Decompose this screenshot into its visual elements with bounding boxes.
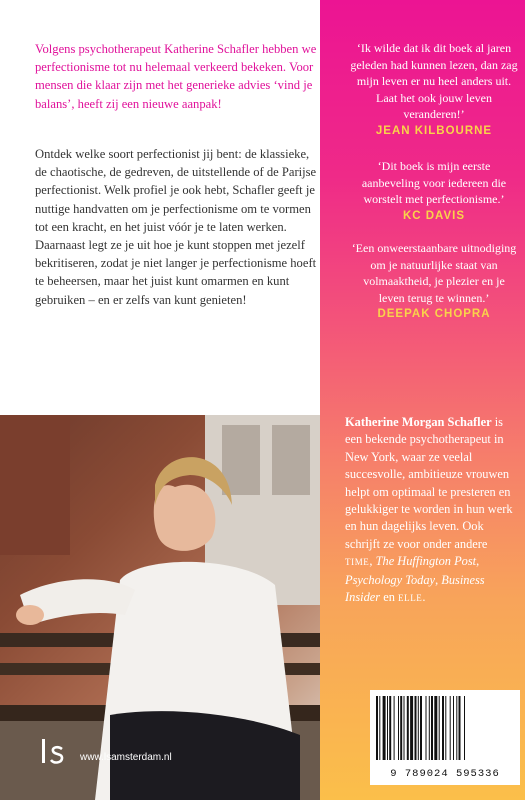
author-bio (345, 414, 515, 607)
hand (16, 605, 44, 625)
quote-author: JEAN KILBOURNE (375, 124, 493, 137)
barcode-bar (429, 696, 430, 760)
publication-time: TIME (345, 557, 370, 568)
face (154, 485, 216, 551)
quote-text: ‘Dit boek is mijn eerste aanbeveling voor iedereen die worstelt met perfectionisme.’ (361, 159, 507, 206)
publication-psychology-today: Psychology Today (345, 572, 436, 587)
quote-text: ‘Een onweerstaanbare uitnodiging om je natuurlijke staat van volmaaktheid, je plezier en je leven terug te winnen.’ (351, 241, 517, 305)
quote-2 (350, 158, 518, 222)
brick-wall (0, 415, 70, 555)
barcode-bar (389, 696, 391, 760)
publication-elle: ELLE (398, 593, 423, 604)
separator: , (369, 554, 376, 569)
barcode-bar (400, 696, 402, 760)
barcode-bar (442, 696, 444, 760)
barcode-bar (387, 696, 388, 760)
separator: , (476, 554, 480, 569)
author-name: Katherine Morgan Schafler (345, 415, 492, 429)
barcode-bar (394, 696, 395, 760)
barcode-bar (379, 696, 380, 760)
quote-author: DEEPAK CHOPRA (377, 308, 491, 320)
publication-business-insider: Business Insider (345, 572, 485, 605)
barcode-bar (453, 696, 454, 760)
barcode-bar (450, 696, 451, 760)
barcode-bar (459, 696, 461, 760)
quote-text: ‘Ik wilde dat ik dit boek al jaren geleden had kunnen lezen, dan zag mijn leven er nu heel anders uit. Laat het ook jouw leven veranderen!’ (350, 41, 518, 121)
barcode-bar (464, 696, 465, 760)
barcode-bar (439, 696, 440, 760)
quote-author: KC DAVIS (402, 209, 466, 222)
publisher-logo (40, 737, 70, 767)
separator: en (380, 590, 398, 605)
barcode-bar (445, 696, 446, 760)
back-cover-blurb (0, 0, 320, 415)
barcode-bar (431, 696, 433, 760)
barcode-bar (434, 696, 437, 760)
author-bio-text: is een bekende psychotherapeut in New York, waar ze veelal succesvolle, ambitieuze vrouwen helpt om optimaal te presteren en gelukkiger te worden in hun werk en hun dagelijks leven. Ook schrijft ze voor onder andere (345, 415, 513, 551)
barcode (370, 690, 520, 785)
quote-3 (350, 240, 518, 320)
barcode-bar (404, 696, 405, 760)
barcode-bar (456, 696, 457, 760)
barcode-bar (383, 696, 386, 760)
barcode-bar (415, 696, 417, 760)
publication-huffington: The Huffington Post (375, 554, 477, 569)
isbn-number: 9 789024 595336 (390, 768, 500, 780)
separator: , (435, 572, 442, 587)
separator: . (422, 590, 426, 605)
barcode-bar (426, 696, 427, 760)
quote-1 (350, 40, 518, 137)
intro-text: Volgens psychotherapeut Katherine Schafler hebben we perfectionisme tot nu helemaal verkeerd bekeken. Voor mensen die klaar zijn met het generieke advies ‘vind je balans’, heeft zij een nieuwe aanpak! (35, 42, 317, 111)
barcode-bar (376, 696, 378, 760)
publisher-url: www.lsamsterdam.nl (80, 752, 172, 763)
barcode-bar (418, 696, 419, 760)
barcode-bar (410, 696, 413, 760)
barcode-bar (398, 696, 399, 760)
window-pane (272, 425, 310, 495)
barcode-bar (407, 696, 409, 760)
endorsement-panel (320, 0, 525, 800)
barcode-bar (420, 696, 422, 760)
description-text: Ontdek welke soort perfectionist jij bent: de klassieke, de chaotische, de gedreven, de uitstellende of de Parijse perfectionist. Welk profiel je ook hebt, Schafler geeft je nuttige handvatten om je perfectionisme om te vormen tot een kracht, en het juist vóór je te laten werken. Daarnaast legt ze je uit hoe je kunt stoppen met jezelf bekritiseren, zodat je niet langer je perfectionisme hoeft te beheersen, maar het juist kunt omarmen en kunt gebruiken – en er zelfs van kunt genieten! (35, 147, 317, 307)
barcode-bars (370, 690, 520, 762)
